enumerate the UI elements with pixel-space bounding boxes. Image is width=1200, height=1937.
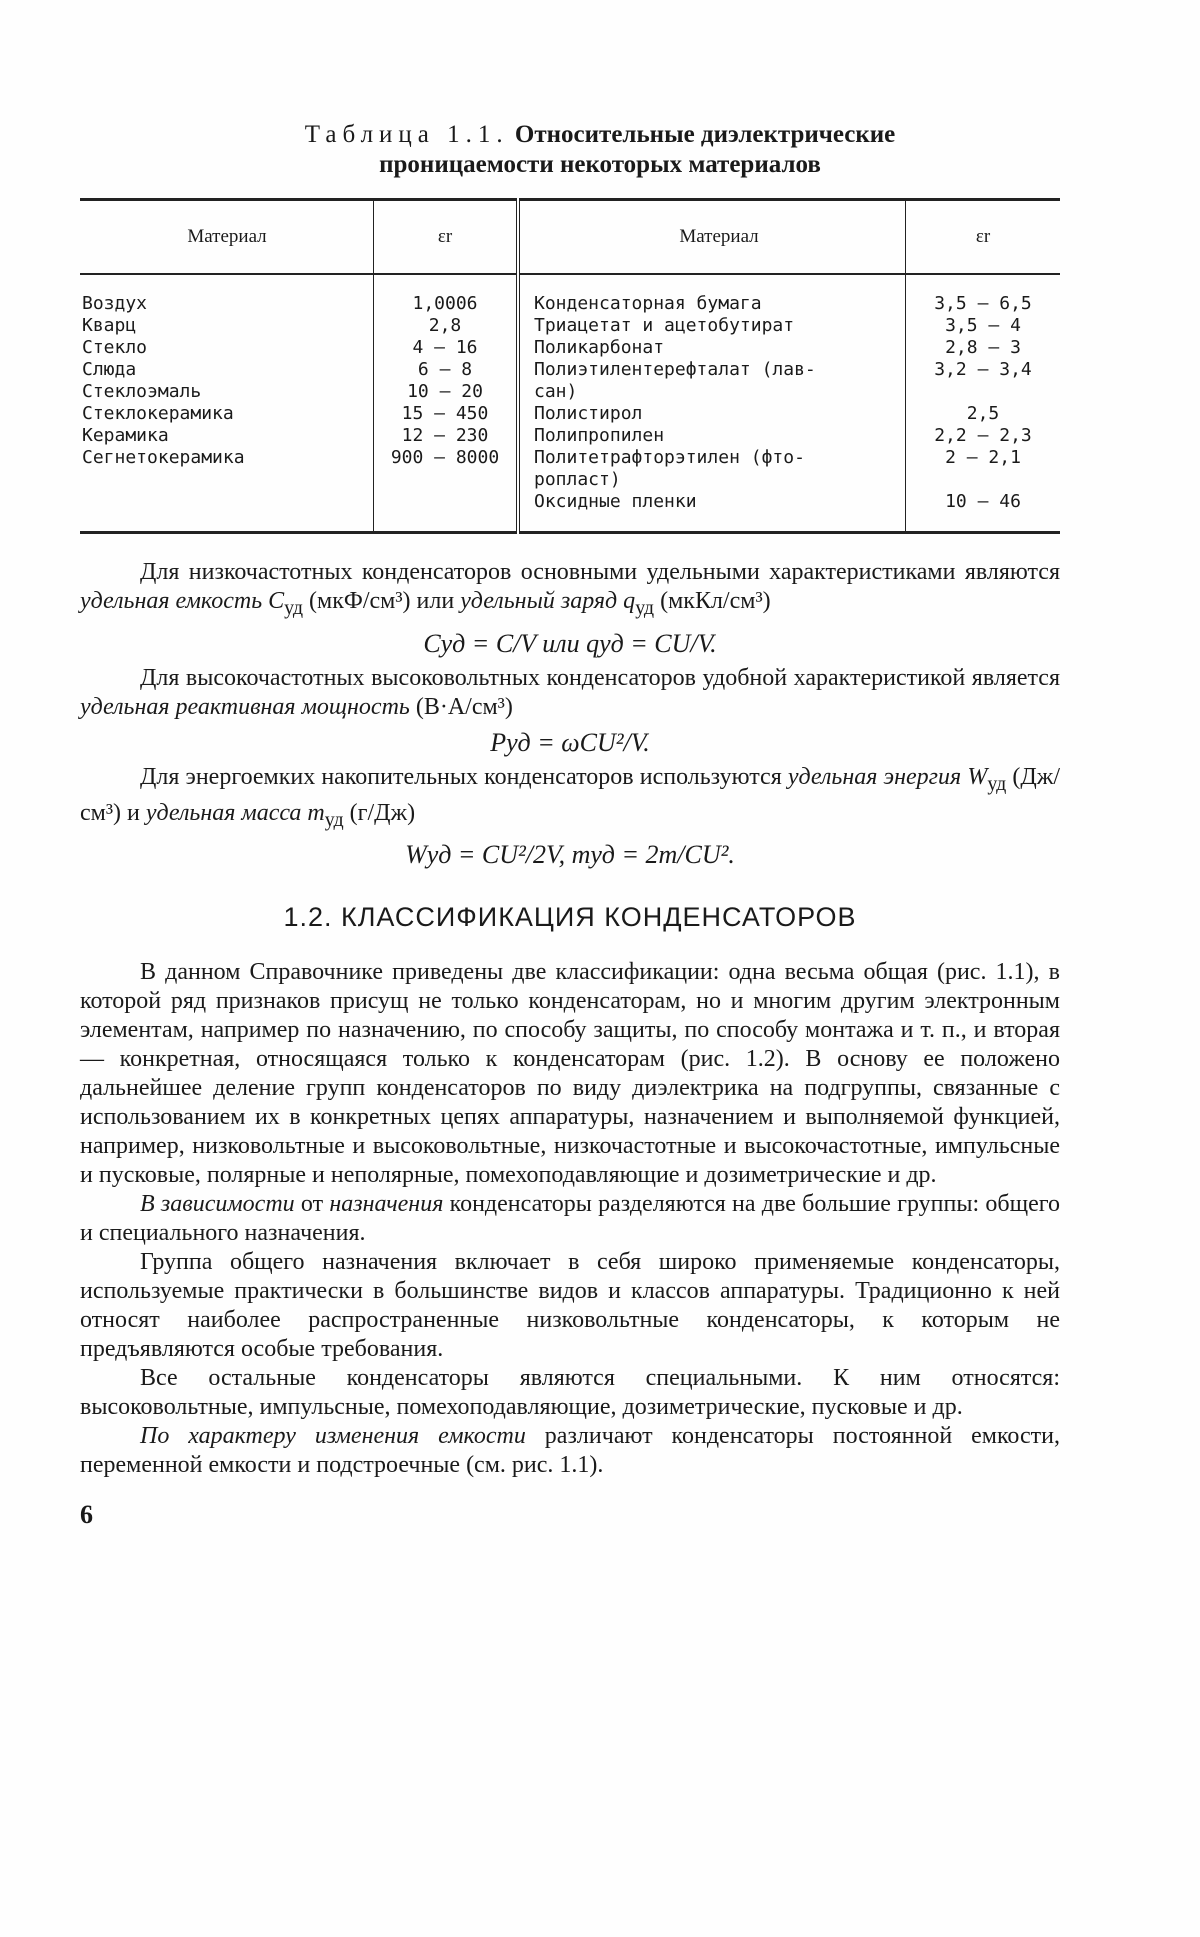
list-item: Керамика xyxy=(82,425,169,446)
header-er-right: εr xyxy=(906,200,1061,275)
list-item: ропласт) xyxy=(534,469,621,490)
page xyxy=(80,120,1060,1530)
paragraph-5 xyxy=(80,1190,1060,1248)
list-item xyxy=(907,469,1059,491)
subscript: уд xyxy=(284,596,304,619)
text-span: (мкКл/см³) xyxy=(654,588,771,614)
right-materials-cell xyxy=(518,274,906,533)
list-item: 12 — 230 xyxy=(401,425,489,446)
caption-prefix: Таблица 1.1. xyxy=(304,121,509,148)
table-caption xyxy=(140,120,1060,180)
body-text xyxy=(80,558,1060,1480)
list-item: Стеклоэмаль xyxy=(82,381,202,402)
text-span: Для энергоемких накопительных конденсаторов используются xyxy=(140,763,788,790)
paragraph-4: В данном Справочнике приведены две классификации: одна весьма общая (рис. 1.1), в которой ряд признаков присущ не только конденсаторам, но и многим другим электронным элементам, например по назначению, по способу защиты, по способу монтажа и т. п., и вторая — конкретная, относящаяся только к конденсаторам (рис. 1.2). В основу ее положено дальнейшее деление групп конденсаторов по виду диэлектрика на подгруппы, связанные с использованием их в конкретных цепях аппаратуры, назначением и выполняемой функцией, например, низковольтные и высоковольтные, низкочастотные и высокочастотные, импульсные и пусковые, полярные и неполярные, помехоподавляющие и дозиметрические и др. xyxy=(80,959,1060,1189)
header-material-left: Материал xyxy=(187,226,267,247)
list-item: Стекло xyxy=(82,337,148,358)
permittivity-table xyxy=(80,198,1060,534)
italic-term: удельная масса m xyxy=(145,799,325,826)
text-span: Для высокочастотных высоковольтных конденсаторов удобной характеристикой является xyxy=(140,664,1060,691)
italic-term: В зависимости xyxy=(140,1191,295,1218)
list-item: 3,5 — 6,5 xyxy=(934,293,1032,314)
list-item: 15 — 450 xyxy=(401,403,489,424)
list-item: Конденсаторная бумага xyxy=(534,293,762,314)
text-span: (г/Дж) xyxy=(343,799,416,826)
subscript: уд xyxy=(635,596,655,619)
list-item: Полипропилен xyxy=(534,425,665,446)
text-span: различают конденсаторы постоянной емкости, переменной емкости и подстроечные (см. рис. 1.1). xyxy=(80,1423,1060,1479)
list-item xyxy=(907,381,1059,403)
list-item: 1,0006 xyxy=(412,293,478,314)
left-materials-cell xyxy=(80,274,374,533)
list-item: 4 — 16 xyxy=(412,337,478,358)
section-heading: 1.2. КЛАССИФИКАЦИЯ КОНДЕНСАТОРОВ xyxy=(283,902,857,933)
header-material-right: Материал xyxy=(518,200,906,275)
paragraph-7: Все остальные конденсаторы являются специальными. К ним относятся: высоковольтные, импульсные, помехоподавляющие, дозиметрические, пусковые и др. xyxy=(80,1365,1060,1421)
list-item: Поликарбонат xyxy=(534,337,665,358)
subscript: уд xyxy=(987,772,1007,795)
right-values-cell xyxy=(906,274,1061,533)
left-values-cell xyxy=(374,274,519,533)
paragraph-6: Группа общего назначения включает в себя широко применяемые конденсаторы, используемые практически в большинстве видов и классов аппаратуры. Традиционно к ней относят наиболее распространенные низковольтные конденсаторы, к которым не предъявляются особые требования. xyxy=(80,1249,1060,1363)
italic-term: удельная реактивная мощность xyxy=(80,693,410,720)
list-item: 3,5 — 4 xyxy=(945,315,1021,336)
list-item: Кварц xyxy=(82,315,137,336)
paragraph-1 xyxy=(80,558,1060,623)
italic-term: удельная емкость С xyxy=(80,588,285,614)
caption-title-line1: Относительные диэлектрические xyxy=(514,121,896,148)
paragraph-8 xyxy=(80,1422,1060,1480)
text-span: (Дж/см³) и xyxy=(80,763,1061,826)
list-item: сан) xyxy=(534,381,578,402)
italic-term: назначения xyxy=(329,1191,444,1218)
text-span: (В·А/см³) xyxy=(409,693,513,720)
list-item: Воздух xyxy=(82,293,148,314)
text-span: конденсаторы разделяются на две большие группы: общего и специального назначения. xyxy=(80,1191,1061,1247)
list-item: 2,2 — 2,3 xyxy=(934,425,1032,446)
list-item: 2 — 2,1 xyxy=(945,447,1021,468)
paragraph-2 xyxy=(80,664,1060,722)
text-span: от xyxy=(294,1191,330,1218)
italic-term: удельный заряд q xyxy=(460,588,636,614)
formula-energy-mass: Wуд = CU²/2V, mуд = 2m/CU². xyxy=(405,840,735,870)
page-number: 6 xyxy=(80,1500,93,1530)
formula-specific-capacitance: Cуд = C/V или qуд = CU/V. xyxy=(423,628,717,658)
list-item: 10 — 20 xyxy=(407,381,483,402)
text-span: (мкФ/см³) или xyxy=(303,588,461,614)
list-item: Полистирол xyxy=(534,403,643,424)
list-item: 900 — 8000 xyxy=(390,447,500,468)
subscript: уд xyxy=(324,808,344,831)
list-item: Стеклокерамика xyxy=(82,403,234,424)
paragraph-3 xyxy=(80,763,1060,835)
list-item: Полиэтилентерефталат (лав- xyxy=(534,359,816,380)
formula-reactive-power: Pуд = ωCU²/V. xyxy=(490,727,650,757)
list-item: 2,5 xyxy=(966,403,1000,424)
list-item: Оксидные пленки xyxy=(534,491,697,512)
header-er-left: εr xyxy=(374,200,519,275)
list-item: 2,8 xyxy=(428,315,462,336)
list-item: 3,2 — 3,4 xyxy=(934,359,1032,380)
list-item: Триацетат и ацетобутират xyxy=(534,315,795,336)
caption-title-line2: проницаемости некоторых материалов xyxy=(379,151,821,178)
italic-term: По характеру изменения емкости xyxy=(140,1423,526,1450)
italic-term: удельная энергия W xyxy=(787,763,988,790)
list-item: 6 — 8 xyxy=(417,359,473,380)
list-item: Слюда xyxy=(82,359,137,380)
list-item: Сегнетокерамика xyxy=(82,447,245,468)
list-item: Политетрафторэтилен (фто- xyxy=(534,447,805,468)
list-item: 2,8 — 3 xyxy=(945,337,1021,358)
text-span: Для низкочастотных конденсаторов основными удельными характеристиками являются xyxy=(140,559,1060,585)
list-item: 10 — 46 xyxy=(945,491,1021,512)
